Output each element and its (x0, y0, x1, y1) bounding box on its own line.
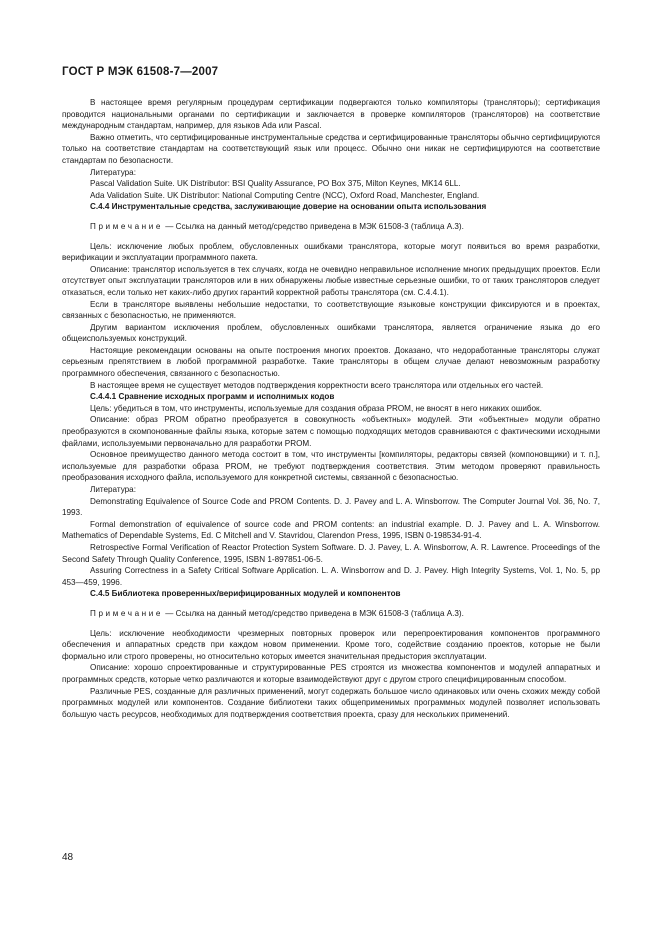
reference: Retrospective Formal Verification of Reactor Protection System Software. D. J. Pavey, L. A. Winsborrow, A. R. Lawrence. Proceedings of the Second Safety Through Quality Conference, 1995, ISBN 1-897851-06-5. (62, 542, 600, 564)
note (62, 608, 600, 620)
paragraph: Цель: исключение любых проблем, обусловленных ошибками транслятора, которые могут появиться во время разработки, верификации и эксплуатации программного пакета. (62, 241, 600, 263)
note-text: — Ссылка на данный метод/средство приведена в МЭК 61508-3 (таблица А.3). (163, 608, 464, 618)
paragraph: Другим вариантом исключения проблем, обусловленных ошибками транслятора, является ограничение языка до его общеиспользуемых конструкций. (62, 322, 600, 344)
literature-label: Литература: (90, 485, 136, 494)
paragraph: Описание: хорошо спроектированные и структурированные PES строятся из множества компонентов и модулей аппаратных и программных средств, которые четко различаются и которые взаимодействуют друг с другом строго специфицированным способом. (62, 663, 600, 684)
note-label: Примечание (90, 608, 164, 618)
reference: Formal demonstration of equivalence of source code and PROM contents: an industrial example. D. J. Pavey and L. A. Winsborrow. Mathematics of Dependable Systems, Ed. C Mitchell and V. Stavridou, Clarendon Press, 1995, ISBN 0-198534-91-4. (62, 519, 600, 541)
paragraph: Настоящие рекомендации основаны на опыте построения многих проектов. Доказано, что недоработанные трансляторы служат серьезным препятствием в любой программной разработке. Такие трансляторы в общем случае делают невозможным разработку программного обеспечения, связанного с безопасностью. (62, 345, 600, 379)
paragraph: В настоящее время не существует методов подтверждения корректности всего транслятора или отдельных его частей. (90, 380, 544, 390)
note-label: Примечание (90, 221, 164, 231)
paragraph: Важно отметить, что сертифицированные инструментальные средства и сертифицированные трансляторы обычно сертифицируются только на соответствие стандартам на соответствующий язык или процесс. Обычно они никак не сертифицируются на соответствие стандартам по безопасности. (62, 132, 600, 165)
paragraph: Описание: транслятор используется в тех случаях, когда не очевидно неправильное исполнение многих предыдущих проектов. Если отсутствует опыт эксплуатации трансляторов или в них обнаружены любые известные серьезные ошибки, то от таких трансляторов следует отказаться, если только нет каких-либо других гарантий корректной работы транслятора (см. С.4.4.1). (62, 264, 600, 297)
paragraph: Цель: исключение необходимости чрезмерных повторных проверок или перепроектирования компонентов программного обеспечения и аппаратных средств при каждом новом применении. Кроме того, содействие созданию проектов, которые не были формально или строго проверены, но относительно которых имеется значительная предыстория эксплуатации. (62, 628, 600, 661)
paragraph: В настоящее время регулярным процедурам сертификации подвергаются только компиляторы (трансляторы); сертификация проводится национальными органами по сертификации и заключается в проверке компиляторов (трансляторов) на соответствие международным стандартам, например, для языков Ada или Pascal. (62, 98, 600, 131)
note (62, 221, 600, 233)
paragraph: Описание: образ PROM обратно преобразуется в совокупность «объектных» модулей. Эти «объектные» модули обратно преобразуются в скомпонованные файлы языка, которые затем с помощью подходящих методов сравниваются с фактическими исходными файлами, используемыми первоначально для разработки PROM. (62, 415, 600, 448)
subsection-heading: С.4.4.1 Сравнение исходных программ и исполнимых кодов (90, 392, 335, 402)
paragraph: Основное преимущество данного метода состоит в том, что инструменты [компиляторы, редакторы связей (компоновщики) и т. п.], используемые для разработки образа PROM, не требуют подтверждения соответствия. Этим методом проверяют правильность преобразования исходного файла, используемого для конкретной системы, связанной с безопасностью. (62, 450, 600, 483)
paragraph: Цель: убедиться в том, что инструменты, используемые для создания образа PROM, не вносят в него никаких ошибок. (90, 403, 542, 413)
reference: Pascal Validation Suite. UK Distributor: BSI Quality Assurance, PO Box 375, Milton Keynes, MK14 6LL. (90, 179, 461, 189)
reference: Assuring Correctness in a Safety Critical Software Application. L. A. Winsborrow and D. J. Pavey. High Integrity Systems, Vol. 1, No. 5, pp 453—459, 1996. (62, 566, 600, 587)
section-heading: С.4.4 Инструментальные средства, заслуживающие доверие на основании опыта использования (90, 202, 487, 212)
section-heading: С.4.5 Библиотека проверенных/верифицированных модулей и компонентов (90, 589, 401, 599)
document-header: ГОСТ Р МЭК 61508-7—2007 (62, 66, 219, 78)
reference: Demonstrating Equivalence of Source Code and PROM Contents. D. J. Pavey and L. A. Winsborrow. The Computer Journal Vol. 36, No. 7, 1993. (62, 496, 600, 518)
page-number: 48 (62, 852, 74, 863)
reference: Ada Validation Suite. UK Distributor: National Computing Centre (NCC), Oxford Road, Manchester, England. (90, 190, 480, 200)
paragraph: Различные PES, созданные для различных применений, могут содержать большое число одинаковых или очень схожих между собой программных модулей или компонентов. Создание библиотеки таких общеприменимых программных модулей позволяет использовать большую часть ресурсов, необходимых для подтверждения соответствия проекта, сразу для нескольких применений. (62, 686, 600, 719)
note-text: — Ссылка на данный метод/средство приведена в МЭК 61508-3 (таблица А.3). (163, 221, 464, 231)
body-text (62, 97, 600, 720)
literature-label: Литература: (90, 167, 136, 177)
paragraph: Если в трансляторе выявлены небольшие недостатки, то соответствующие языковые конструкции фиксируются и в проектах, связанных с безопасностью, не применяются. (62, 299, 600, 321)
